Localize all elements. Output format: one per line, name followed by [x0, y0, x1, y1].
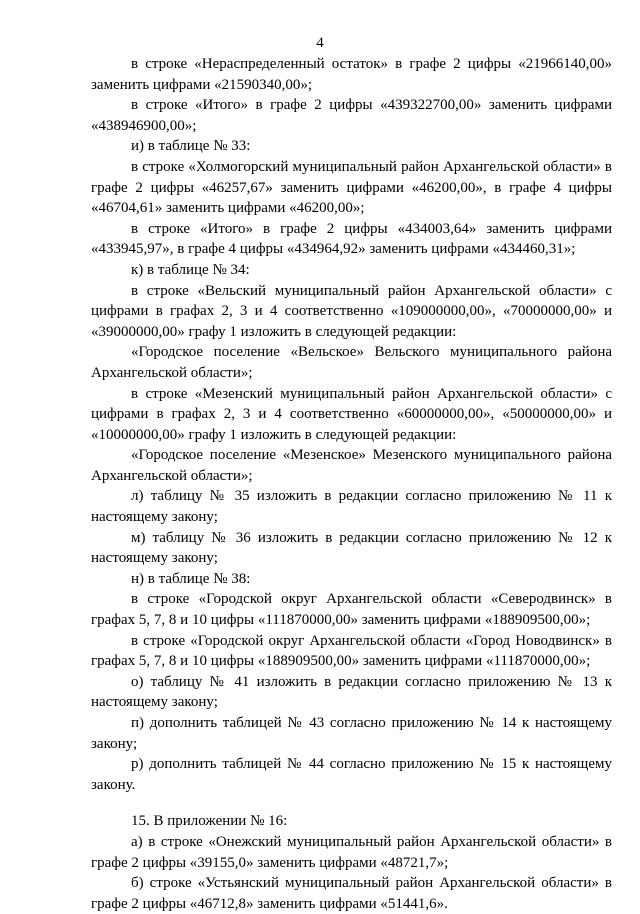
paragraph-novodvinsk: в строке «Городской округ Архангельской области «Город Новодвинск» в графах 5, 7, 8 и 10 цифры «188909500,00» заменить цифрами «111870000,00»;: [91, 632, 612, 670]
paragraph-item-r: р) дополнить таблицей № 44 согласно приложению № 15 к настоящему закону.: [91, 756, 612, 793]
paragraph-unallocated-balance: в строке «Нераспределенный остаток» в графе 2 цифры «21966140,00» заменить цифрами «21590340,00»;: [91, 56, 612, 93]
paragraph-item-m: м) таблицу № 36 изложить в редакции согласно приложению № 12 к настоящему закону;: [91, 529, 612, 567]
paragraph-item-o: о) таблицу № 41 изложить в редакции согласно приложению № 13 к настоящему закону;: [91, 673, 612, 711]
paragraph-item-p: п) дополнить таблицей № 43 согласно приложению № 14 к настоящему закону;: [91, 715, 612, 752]
section-gap: [91, 795, 612, 811]
paragraph-item-k: к) в таблице № 34:: [131, 261, 250, 278]
document-body: [91, 54, 612, 914]
paragraph-mezenskoe-settlement: «Городское поселение «Мезенское» Мезенского муниципального района Архангельской области»;: [91, 447, 612, 484]
paragraph-onezhsky: а) в строке «Онежский муниципальный район Архангельской области» в графе 2 цифры «39155,0» заменить цифрами «48721,7»;: [91, 833, 612, 871]
paragraph-velsky: в строке «Вельский муниципальный район Архангельской области» с цифрами в графах 2, 3 и 4 соответственно «109000000,00», «70000000,00» и «39000000,00» графу 1 изложить в следующей редакции:: [91, 282, 612, 340]
section-heading-15: 15. В приложении № 16:: [131, 813, 288, 830]
paragraph-severodvinsk: в строке «Городской округ Архангельской области «Северодвинск» в графах 5, 7, 8 и 10 цифры «111870000,00» заменить цифрами «188909500,00»;: [91, 591, 612, 629]
page-number: 4: [316, 35, 324, 51]
paragraph-item-i: и) в таблице № 33:: [131, 138, 251, 155]
paragraph-total-row-33: в строке «Итого» в графе 2 цифры «434003,64» заменить цифрами «433945,97», в графе 4 цифры «434964,92» заменить цифрами «434460,31»;: [91, 220, 612, 258]
paragraph-mezensky: в строке «Мезенский муниципальный район Архангельской области» с цифрами в графах 2, 3 и 4 соответственно «60000000,00», «50000000,00» и «10000000,00» графу 1 изложить в следующей редакции:: [91, 385, 612, 443]
paragraph-item-l: л) таблицу № 35 изложить в редакции согласно приложению № 11 к настоящему закону;: [91, 488, 612, 526]
paragraph-kholmogorsky: в строке «Холмогорский муниципальный район Архангельской области» в графе 2 цифры «46257,67» заменить цифрами «46200,00», в графе 4 цифры «46704,61» заменить цифрами «46200,00»;: [91, 158, 612, 217]
paragraph-item-n: н) в таблице № 38:: [131, 570, 251, 587]
paragraph-total-row: в строке «Итого» в графе 2 цифры «439322700,00» заменить цифрами «438946900,00»;: [91, 97, 612, 134]
paragraph-ustyansky: б) строке «Устьянский муниципальный район Архангельской области» в графе 2 цифры «46712,8» заменить цифрами «51441,6».: [91, 875, 612, 912]
paragraph-velskoe-settlement: «Городское поселение «Вельское» Вельского муниципального района Архангельской области»;: [91, 344, 612, 381]
